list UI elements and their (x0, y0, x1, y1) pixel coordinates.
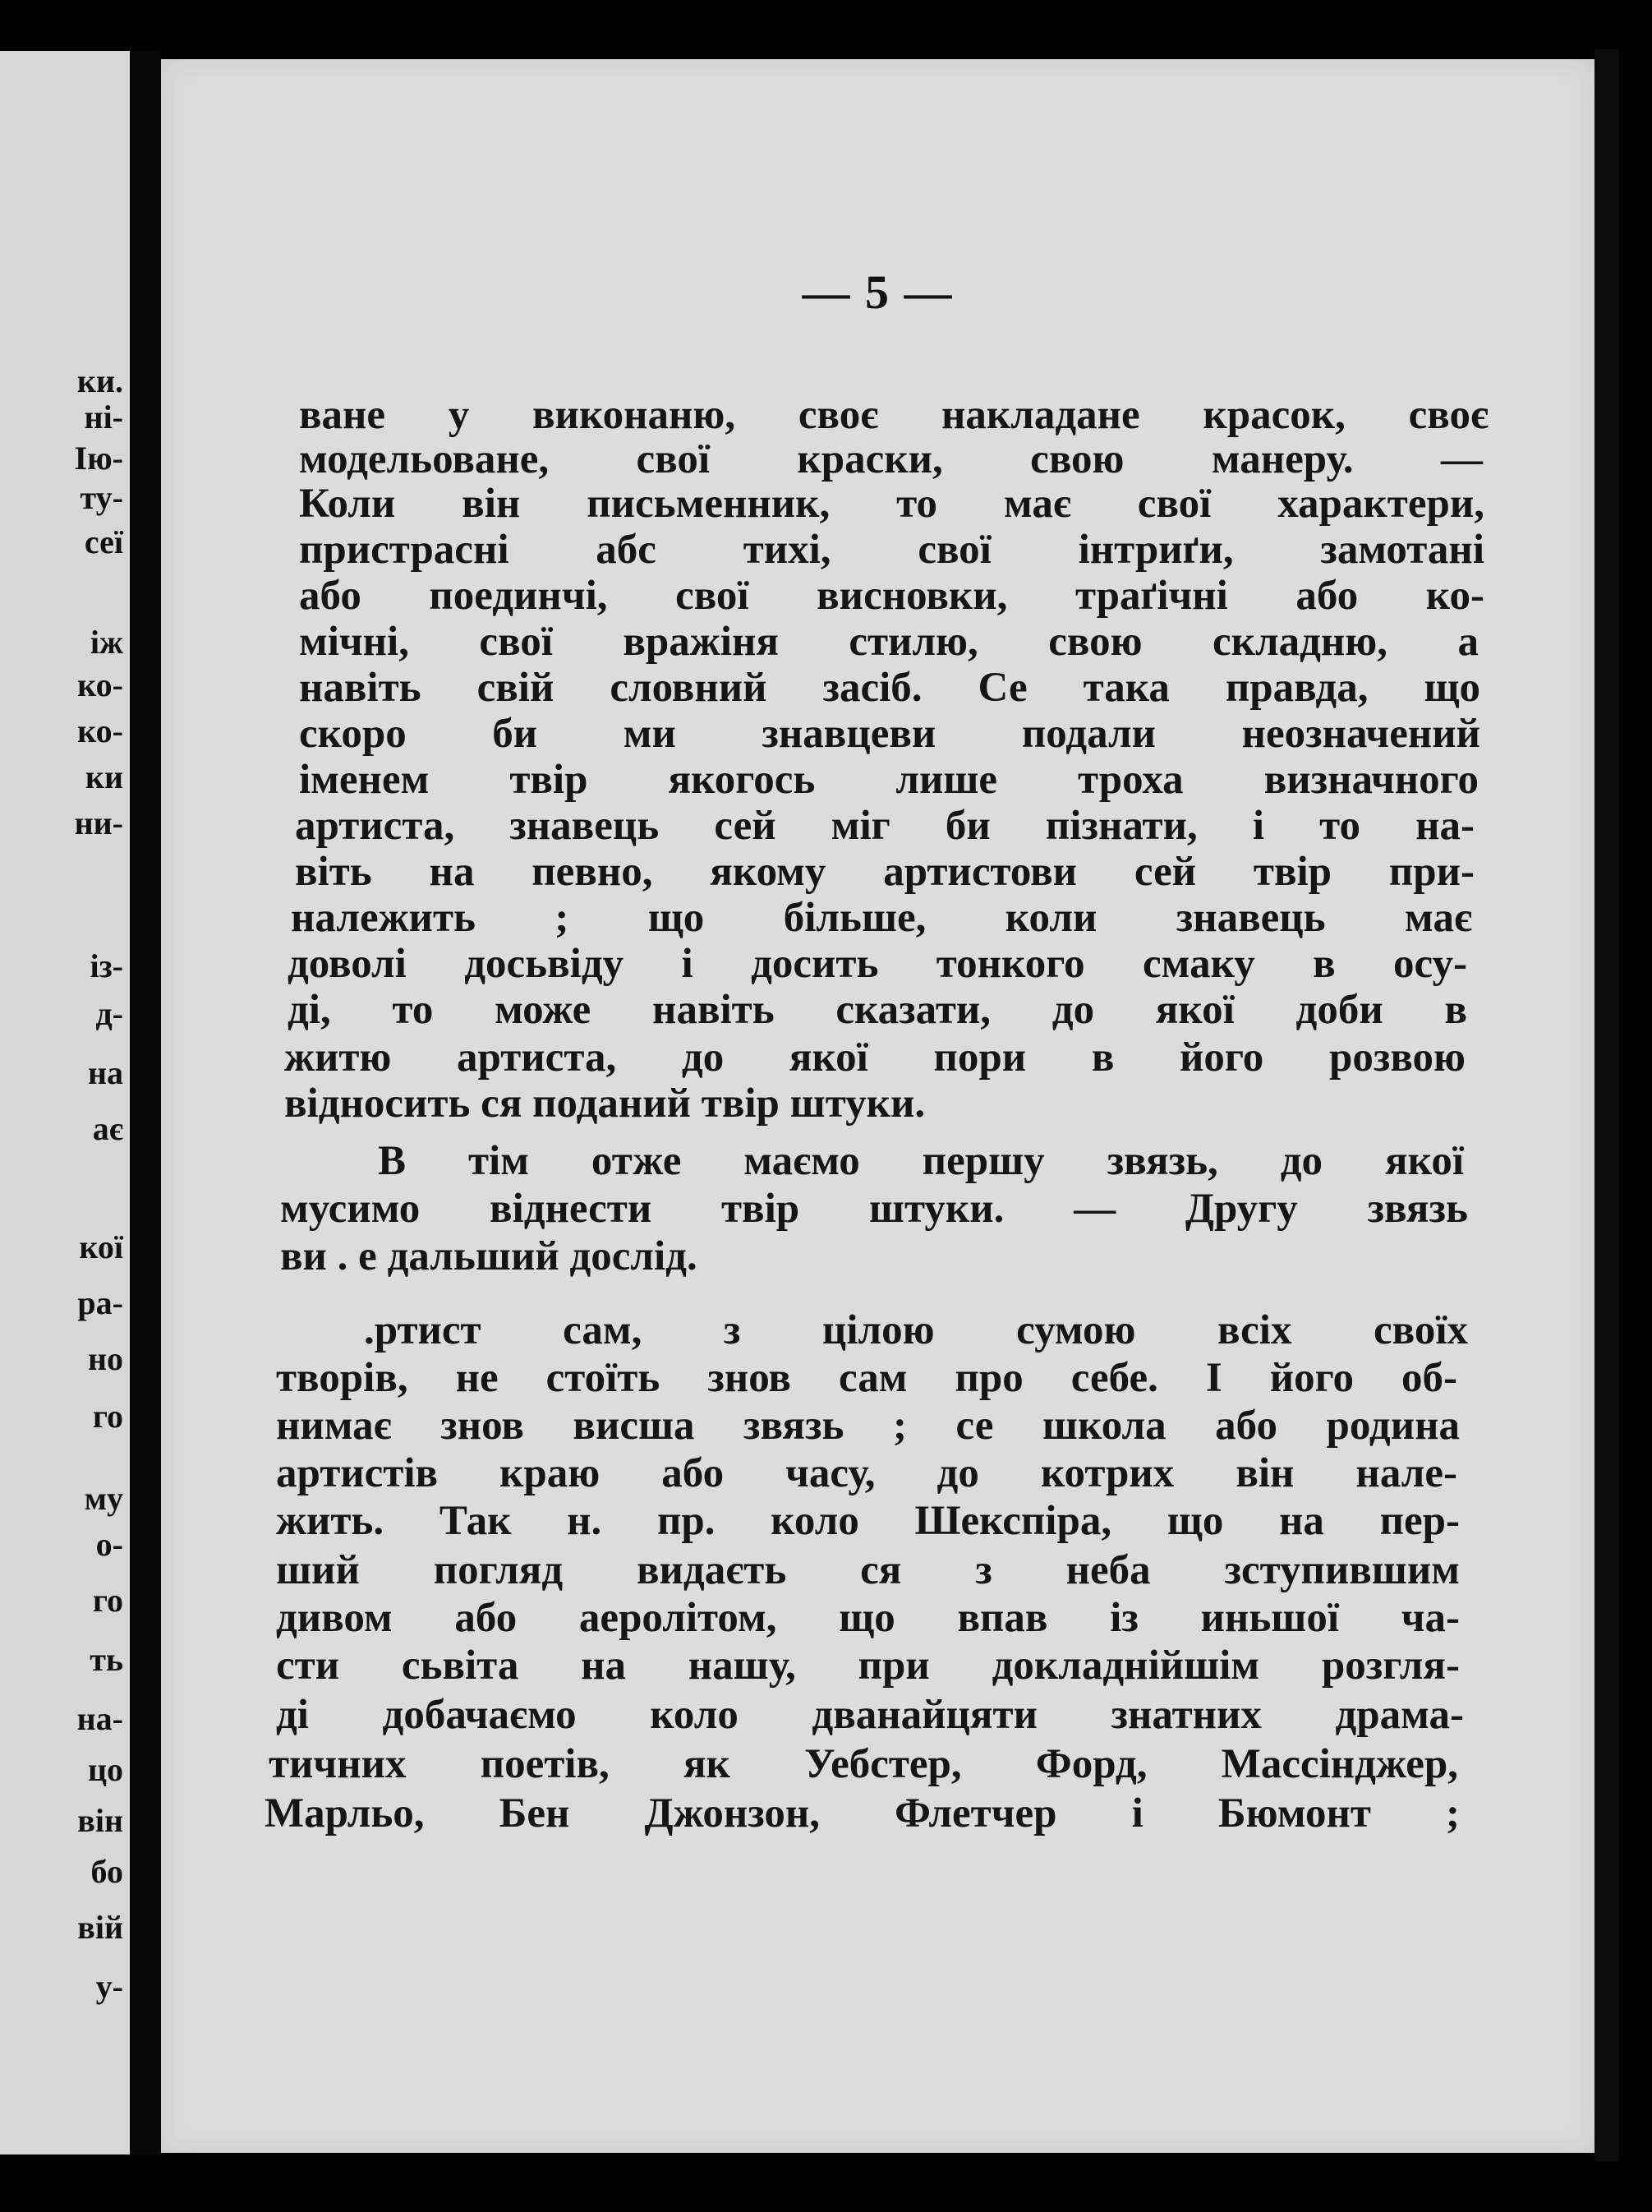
facing-page-line: на- (76, 1700, 123, 1737)
facing-page-line: вій (77, 1909, 123, 1946)
facing-page-line: ні- (84, 399, 123, 435)
facing-page-line: ть (90, 1641, 123, 1678)
text-line: артиста, знавець сей міг би пізнати, і то на- (295, 803, 1475, 849)
facing-page-line: сеї (84, 523, 123, 560)
facing-page-line: на (87, 1054, 123, 1091)
facing-page-line: го (92, 1582, 123, 1619)
facing-page-line: ту- (80, 479, 123, 516)
page-number: — 5 — (802, 265, 954, 319)
facing-page-line: із- (90, 947, 123, 984)
text-line: .ртист сам, з цілою сумою всіх своїх (364, 1307, 1468, 1353)
book-gutter (130, 51, 161, 2154)
text-line: ший погляд видаєть ся з неба зступившим (276, 1547, 1460, 1593)
facing-page-line: Ію- (74, 440, 123, 477)
text-line: житю артиста, до якої пори в його розвою (284, 1035, 1466, 1081)
text-line: пристрасні абс тихі, свої інтриґи, замотані (299, 527, 1484, 573)
facing-page-line: він (77, 1802, 123, 1839)
facing-page-line: ни- (74, 804, 123, 841)
text-line: навіть свій словний засіб. Се така правда, що (299, 665, 1480, 711)
facing-page-line: ки (85, 758, 123, 795)
text-line: ді, то може навіть сказати, до якої доби в (288, 987, 1467, 1033)
text-line: ване у виконаню, своє накладане красок, своє (299, 392, 1489, 438)
text-line: Марльо, Бен Джонзон, Флетчер і Бюмонт ; (265, 1790, 1460, 1836)
text-line: сти сьвіта на нашу, при докладнійшім розгля- (276, 1643, 1460, 1689)
book-page (161, 59, 1594, 2153)
facing-page-line: д- (95, 995, 123, 1032)
text-line: нимає знов висша звязь ; се школа або родина (276, 1403, 1460, 1449)
facing-page-line: но (87, 1340, 123, 1377)
facing-page-line: ки. (76, 362, 123, 399)
facing-page-line: кої (79, 1228, 123, 1265)
facing-page-line: ає (92, 1110, 123, 1147)
facing-page-line: ра- (77, 1284, 123, 1321)
text-line: відносить ся поданий твір штуки. (284, 1081, 926, 1127)
facing-page-line: бо (90, 1853, 123, 1890)
text-line: творів, не стоїть знов сам про себе. І його об- (276, 1355, 1457, 1401)
facing-page-line: ко- (77, 712, 123, 749)
page-edge-shadow (1594, 49, 1619, 2161)
text-line: віть на певно, якому артистови сей твір при- (295, 849, 1475, 895)
facing-page-fragment (0, 51, 130, 2154)
text-line: мусимо віднести твір штуки. — Другу звязь (280, 1186, 1468, 1232)
text-line: ді добачаємо коло дванайцяти знатних драма- (276, 1692, 1464, 1738)
facing-page-line: о- (95, 1526, 123, 1563)
text-line: іменем твір якогось лише троха визначного (299, 757, 1479, 803)
facing-page-line: ко- (77, 666, 123, 703)
text-line: дивом або аеролітом, що впав із иньшої ча- (276, 1595, 1460, 1641)
facing-page-line: цо (87, 1751, 123, 1788)
text-line: мічні, свої вражіня стилю, свою складню, а (299, 619, 1479, 665)
facing-page-line: іж (90, 624, 123, 661)
text-line: скоро би ми знавцеви подали неозначений (299, 711, 1480, 757)
facing-page-line: му (84, 1480, 123, 1517)
facing-page-line: го (92, 1398, 123, 1435)
text-line: артистів краю або часу, до котрих він нале- (276, 1450, 1457, 1496)
text-line: В тім отже маємо першу звязь, до якої (378, 1138, 1464, 1184)
text-line: тичних поетів, як Уебстер, Форд, Массінджер, (269, 1741, 1458, 1787)
text-line: Коли він письменник, то має свої характери, (299, 481, 1484, 527)
text-line: або поединчі, свої висновки, траґічні або ко- (299, 573, 1484, 619)
text-line: доволі досьвіду і досить тонкого смаку в осу- (288, 941, 1467, 987)
text-line: ви . е дальший дослід. (280, 1233, 697, 1279)
text-line: модельоване, свої краски, свою манеру. — (299, 436, 1483, 482)
facing-page-line: у- (95, 1968, 123, 2005)
text-line: належить ; що більше, коли знавець має (291, 895, 1472, 941)
text-line: жить. Так н. пр. коло Шекспіра, що на пер- (276, 1498, 1460, 1544)
